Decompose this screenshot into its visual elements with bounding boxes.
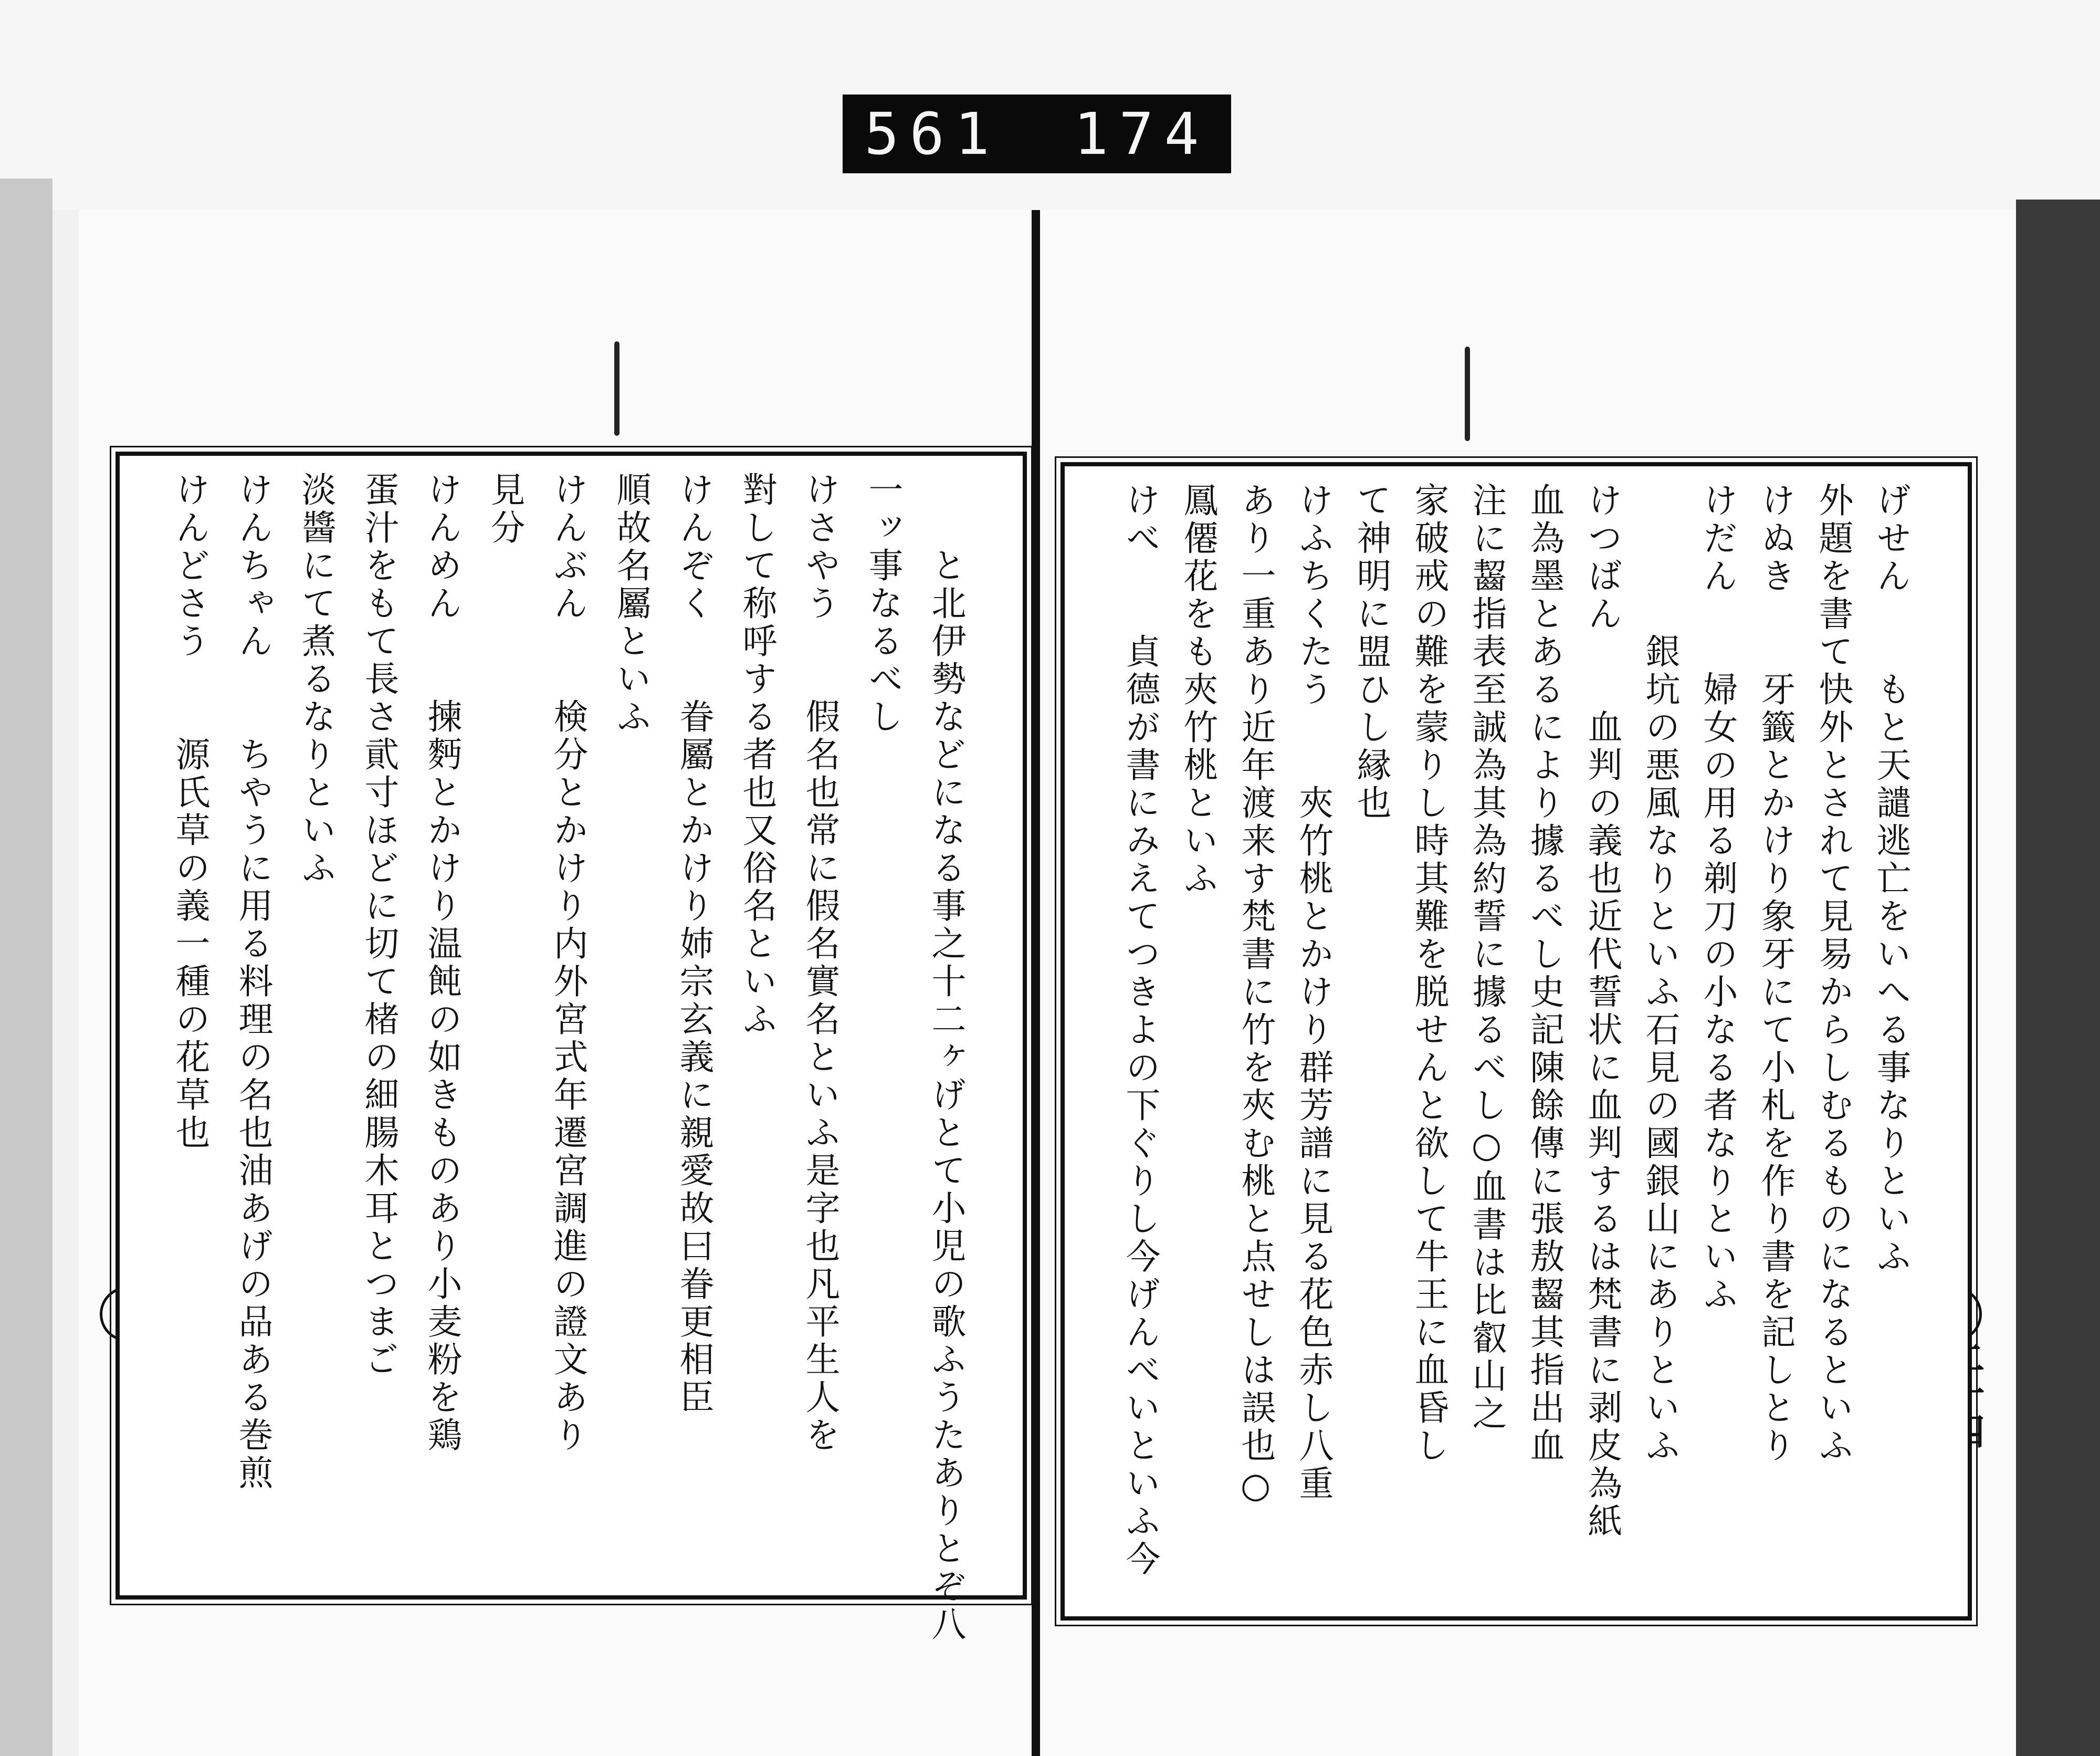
right-column-13: 鳳僊花をも夾竹桃といふ xyxy=(1178,482,1218,898)
binding-thread-left xyxy=(614,341,620,436)
binding-thread-right xyxy=(1465,347,1470,441)
left-column-7: けんぶん 検分とかけり内外宮式年遷宮調進の證文あり xyxy=(548,472,588,1455)
right-column-1: げせん もと天譴逃亡をいへる事なりといふ xyxy=(1871,482,1911,1276)
left-column-1: と北伊勢などになる事之十二ヶげとて小児の歌ふうたありとぞ八 xyxy=(926,472,966,1644)
right-column-10: て神明に盟ひし縁也 xyxy=(1351,482,1391,822)
right-column-5: 銀坑の悪風なりといふ石見の國銀山にありといふ xyxy=(1640,482,1680,1465)
right-column-14: けべ 貞德が書にみえてつきよの下ぐりし今げんべいといふ今 xyxy=(1120,482,1160,1579)
left-column-2: 一ッ事なるべし xyxy=(863,472,903,736)
left-column-13: けんどさう 源氏草の義一種の花草也 xyxy=(170,472,210,1152)
left-text-frame xyxy=(116,452,1027,1644)
book-edge-right xyxy=(2016,200,2100,1756)
left-column-6: 順故名屬といふ xyxy=(611,472,651,736)
right-column-8: 注に齧指表至誠為其為約誓に據るべし○血書は比叡山之 xyxy=(1466,482,1507,1433)
right-column-7: 血為墨とあるにより據るべし史記陳餘傳に張敖齧其指出血 xyxy=(1524,482,1564,1465)
right-column-6: けつばん 血判の義也近代誓状に血判するは梵書に剥皮為紙 xyxy=(1582,482,1622,1541)
book-edge-left xyxy=(0,179,52,1756)
right-text-frame xyxy=(1060,462,1972,1621)
right-column-11: けふちくたう 夾竹桃とかけり群芳譜に見る花色赤し八重 xyxy=(1293,482,1334,1503)
shelf-label-left-number: 561 xyxy=(864,100,1000,168)
left-column-11: 淡醬にて煮るなりといふ xyxy=(296,472,336,887)
left-column-3: けさやう 假名也常に假名實名といふ是字也凡平生人を xyxy=(800,472,840,1455)
right-column-3: けぬき 牙籤とかけり象牙にて小札を作り書を記しとり xyxy=(1755,482,1796,1465)
right-column-9: 家破戒の難を蒙りし時其難を脱せんと欲して牛王に血昏し xyxy=(1409,482,1449,1465)
right-column-4: けだん 婦女の用る剃刀の小なる者なりといふ xyxy=(1697,482,1738,1314)
left-column-12: けんちゃん ちやうに用る料理の名也油あげの品ある巻煎 xyxy=(233,472,273,1492)
left-column-4: 對して称呼する者也又俗名といふ xyxy=(737,472,777,1039)
right-column-12: あり一重あり近年渡来す梵書に竹を夾む桃と点せしは誤也○ xyxy=(1235,482,1276,1509)
shelf-label xyxy=(843,95,1231,173)
left-column-5: けんぞく 眷屬とかけり姉宗玄義に親愛故曰眷更相臣 xyxy=(674,472,714,1417)
shelf-label-right-number: 174 xyxy=(1074,100,1210,168)
left-column-8: 見分 xyxy=(485,472,525,547)
right-column-2: 外題を書て快外とされて見易からしむるものになるといふ xyxy=(1813,482,1853,1465)
book-gutter xyxy=(1032,210,1040,1756)
left-column-10: 蛋汁をもて長さ貮寸ほどに切て楮の細腸木耳とつまご xyxy=(359,472,399,1379)
left-column-9: けんめん 揀麪とかけり温飩の如きものあり小麦粉を鶏 xyxy=(422,472,462,1455)
